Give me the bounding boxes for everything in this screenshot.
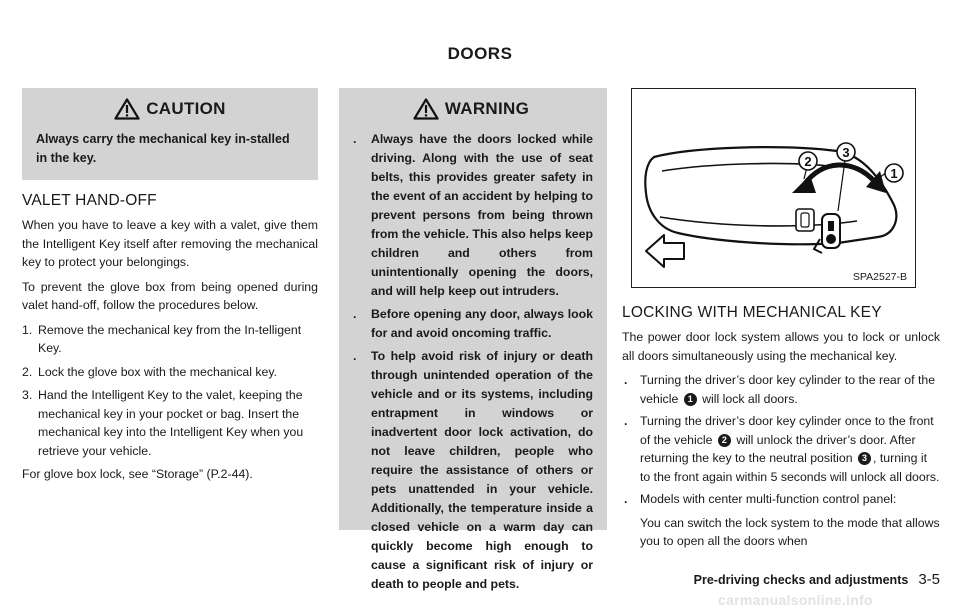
step-text: Lock the glove box with the mechanical key. xyxy=(38,364,278,379)
warning-triangle-icon xyxy=(413,98,439,120)
svg-text:1: 1 xyxy=(890,166,898,181)
vehicle-front-arrow-icon xyxy=(646,235,684,267)
list-item xyxy=(22,363,318,382)
bullet: . xyxy=(353,307,357,321)
warning-triangle-icon xyxy=(114,98,140,120)
warning-item-text: Always have the doors locked while driving. Along with the use of seat belts, this provides greater safety in the event of an accident by helping to prevent persons from being thrown from the vehicle. This also helps keep children and others from unintentionally opening the doors, and will help keep out intruders. xyxy=(371,132,593,298)
warning-item-text: Before opening any door, always look for and avoid oncoming traffic. xyxy=(371,307,593,340)
list-item-text xyxy=(640,371,940,408)
handle-outline xyxy=(645,147,896,244)
valet-intro: When you have to leave a key with a valet, give them the Intelligent Key itself after removing the mechanical key to protect your belongings. xyxy=(22,218,318,269)
text-fragment: , turning it to the front again within 5 seconds will unlock all doors. xyxy=(640,451,940,484)
door-handle-illustration xyxy=(632,89,917,289)
caution-text: Always carry the mechanical key in-stalled in the key. xyxy=(36,132,290,165)
list-item xyxy=(622,412,940,486)
key-slot xyxy=(796,209,814,231)
figure-caption: SPA2527-B xyxy=(852,271,907,283)
text-fragment: will lock all doors. xyxy=(702,391,798,406)
caution-title-row xyxy=(36,98,304,120)
list-item xyxy=(349,130,593,301)
step-text: Hand the Intelligent Key to the valet, keeping the mechanical key in your pocket or bag. Insert the mechanical key into the Intelligent Key when you retrieve your vehicle. xyxy=(38,388,304,458)
callout-2-icon: 2 xyxy=(718,434,731,447)
list-item xyxy=(622,490,940,551)
list-item xyxy=(349,305,593,343)
warning-list xyxy=(349,130,593,594)
callout-3 xyxy=(837,143,855,161)
callout-2 xyxy=(799,152,817,170)
callout-3-icon: 3 xyxy=(858,452,871,465)
left-column xyxy=(22,88,318,490)
caution-title: CAUTION xyxy=(146,99,226,118)
list-item xyxy=(622,371,940,408)
bullet: . xyxy=(353,349,357,363)
locking-intro: The power door lock system allows you to lock or unlock all doors simultaneously using the mechanical key. xyxy=(622,330,940,363)
bullet: . xyxy=(353,132,357,146)
page-footer xyxy=(622,571,940,588)
step-number: 1. xyxy=(22,322,33,337)
text-fragment: will unlock the driver’s door. After returning the key to the neutral position xyxy=(640,432,916,465)
valet-section-title: VALET HAND-OFF xyxy=(22,192,157,209)
text-fragment: Turning the driver’s door key cylinder to the rear of the vehicle xyxy=(640,373,936,406)
page-number: 3-5 xyxy=(918,571,940,588)
svg-text:2: 2 xyxy=(804,154,812,169)
list-item xyxy=(349,347,593,594)
locking-list xyxy=(622,371,940,551)
caution-box xyxy=(22,88,318,180)
warning-item-text: To help avoid risk of injury or death through unintended operation of the vehicle and or its systems, including entrapment in windows or inadvertent door lock activation, do not leave children, people who require the assistance of others or pets unattended in your vehicle. Additionally, the temperature inside a closed vehicle on a warm day can quickly become high enough to cause a significant risk of injury or death to people and pets. xyxy=(371,349,593,591)
callout-1-icon: 1 xyxy=(684,393,697,406)
watermark: carmanualsonline.info xyxy=(718,592,873,608)
valet-steps xyxy=(22,321,318,461)
warning-box xyxy=(339,88,607,591)
middle-column xyxy=(339,88,607,591)
text-fragment: You can switch the lock system to the mode that allows you to open all the doors when xyxy=(640,515,940,548)
bullet: . xyxy=(624,492,628,506)
list-item xyxy=(22,321,318,358)
list-item-text xyxy=(640,490,940,551)
door-handle-figure xyxy=(631,88,916,288)
glove-box-reference: For glove box lock, see “Storage” (P.2-44). xyxy=(22,467,253,481)
callout-1 xyxy=(885,164,903,182)
locking-section-title: LOCKING WITH MECHANICAL KEY xyxy=(622,304,882,321)
bullet: . xyxy=(624,373,628,387)
text-fragment: Turning the driver’s door key cylinder once to the front of the vehicle xyxy=(640,414,934,447)
footer-section-title: Pre-driving checks and adjustments xyxy=(693,573,909,587)
page-heading: DOORS xyxy=(447,44,513,63)
warning-title: WARNING xyxy=(444,99,530,118)
warning-title-row xyxy=(349,98,593,120)
step-text: Remove the mechanical key from the In-telligent Key. xyxy=(38,322,302,355)
svg-text:3: 3 xyxy=(842,145,850,160)
step-number: 2. xyxy=(22,364,33,379)
bullet: . xyxy=(624,414,628,428)
step-number: 3. xyxy=(22,388,33,402)
list-item-text xyxy=(640,412,940,486)
text-fragment: Models with center multi-function control panel: xyxy=(640,492,897,506)
list-item xyxy=(22,386,318,460)
valet-prevent: To prevent the glove box from being opened during valet hand-off, follow the procedures below. xyxy=(22,279,318,312)
right-column xyxy=(622,88,940,555)
